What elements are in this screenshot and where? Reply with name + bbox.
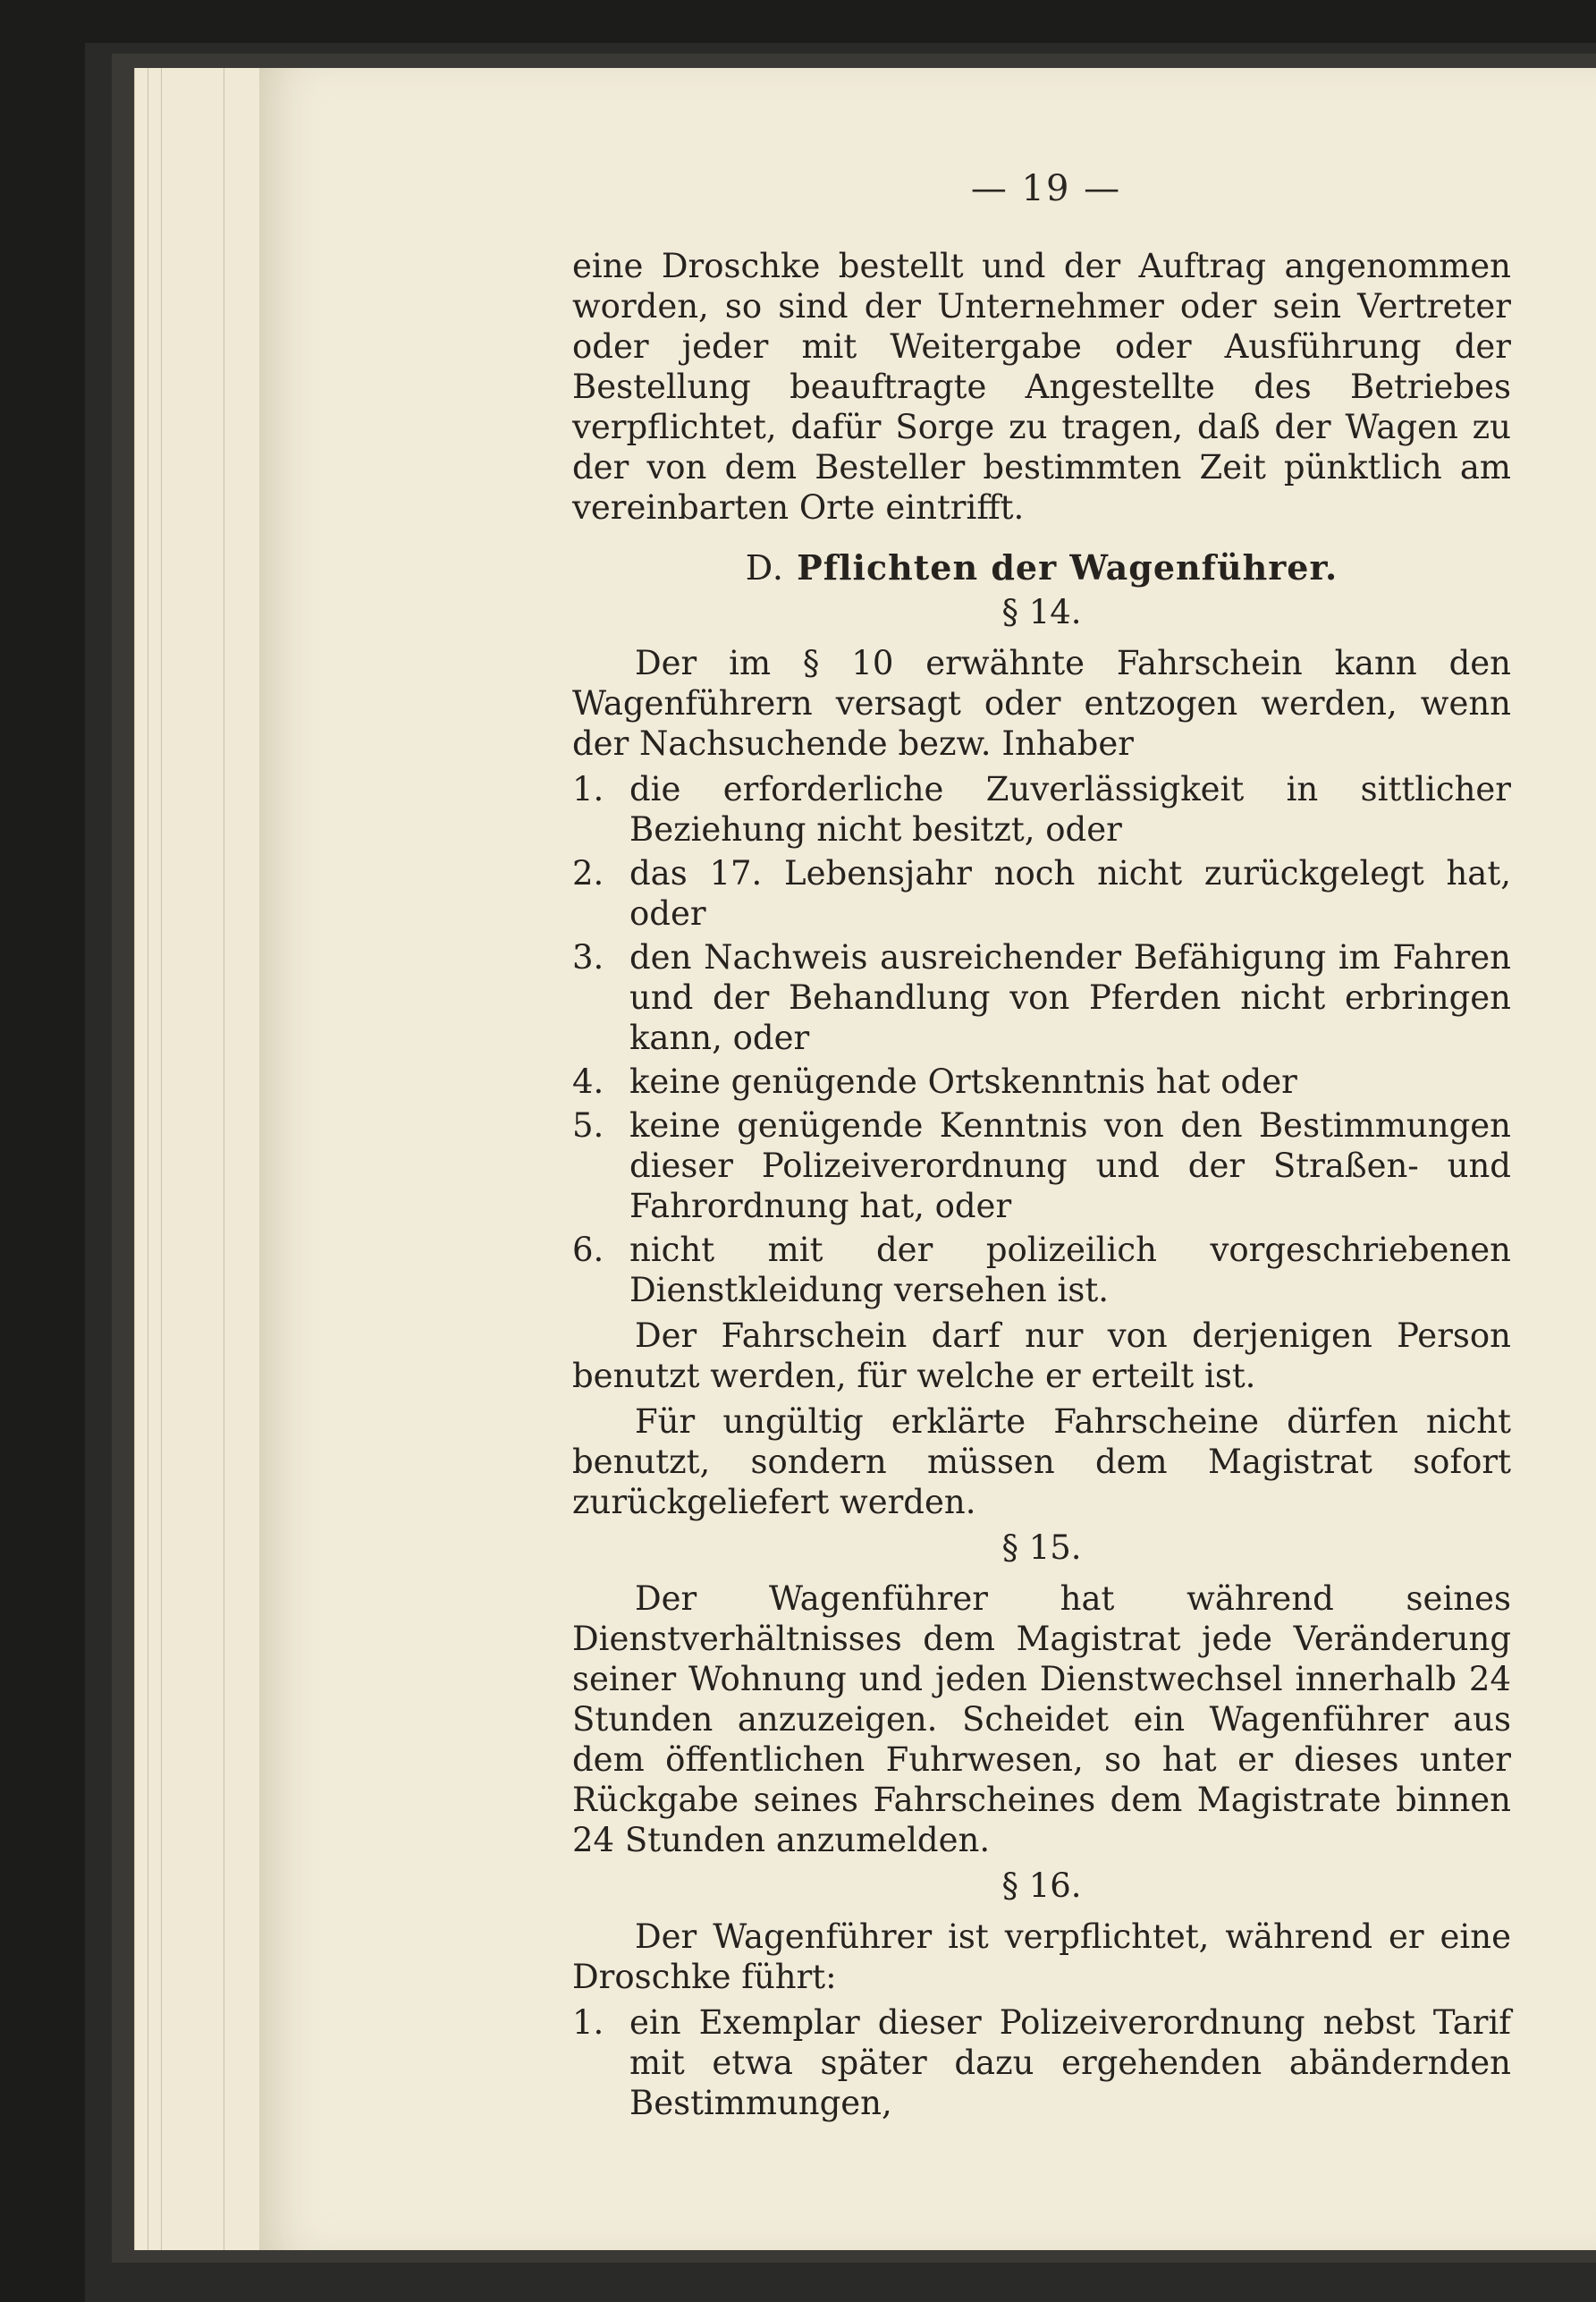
paragraph: eine Droschke bestellt und der Auftrag angenommen worden, so sind der Unternehmer oder sein Vertreter oder jeder mit Weitergabe oder Ausführung der Bestellung beauftragte Angestellte des Betriebes verpflichtet, dafür Sorge zu tragen, daß der Wagen zu der von dem Besteller bestimmten Zeit pünktlich am vereinbarten Orte eintrifft. xyxy=(572,247,1511,527)
duty-list xyxy=(572,2002,1511,2123)
list-number: 2. xyxy=(572,854,604,893)
list-text: den Nachweis ausreichender Befähigung im Fahren und der Behandlung von Pferden nicht erbringen kann, oder xyxy=(629,938,1511,1057)
list-item xyxy=(572,853,1511,934)
list-text: keine genügende Ortskenntnis hat oder xyxy=(629,1062,1297,1101)
paragraph: Der Fahrschein darf nur von derjenigen Person benutzt werden, für welche er erteilt ist. xyxy=(572,1316,1511,1395)
page-body xyxy=(572,246,1511,2129)
list-text: das 17. Lebensjahr noch nicht zurückgelegt hat, oder xyxy=(629,854,1511,933)
paragraph: Der Wagenführer hat während seines Dienstverhältnisses dem Magistrat jede Veränderung seiner Wohnung und jeden Dienstwechsel innerhalb 24 Stunden anzuzeigen. Scheidet ein Wagenführer aus dem öffentlichen Fuhrwesen, so hat er dieses unter Rückgabe seines Fahrscheines dem Magistrate binnen 24 Stunden anzumelden. xyxy=(572,1579,1511,1859)
paragraph: Für ungültig erklärte Fahrscheine dürfen nicht benutzt, sondern müssen dem Magistrat sofort zurückgeliefert werden. xyxy=(572,1402,1511,1521)
list-text: die erforderliche Zuverlässigkeit in sittlicher Beziehung nicht besitzt, oder xyxy=(629,770,1511,849)
list-number: 3. xyxy=(572,938,604,977)
section-label: § 15. xyxy=(1001,1528,1082,1567)
list-text: keine genügende Kenntnis von den Bestimmungen dieser Polizeiverordnung und der Straßen- und Fahrordnung hat, oder xyxy=(629,1106,1511,1225)
list-number: 1. xyxy=(572,2003,604,2042)
chapter-heading xyxy=(572,547,1511,588)
page-number: — 19 — xyxy=(970,168,1122,209)
list-number: 5. xyxy=(572,1106,604,1145)
paragraph: Der im § 10 erwähnte Fahrschein kann den Wagenführern versagt oder entzogen werden, wenn der Nachsuchende bezw. Inhaber xyxy=(572,644,1511,763)
section-label: § 14. xyxy=(1001,593,1082,631)
list-item xyxy=(572,2002,1511,2123)
condition-list xyxy=(572,769,1511,1310)
list-item xyxy=(572,769,1511,850)
chapter-letter: D. xyxy=(745,548,784,588)
list-text: ein Exemplar dieser Polizeiverordnung nebst Tarif mit etwa später dazu ergehenden abändernden Bestimmungen, xyxy=(629,2003,1511,2122)
list-text: nicht mit der polizeilich vorgeschriebenen Dienstkleidung versehen ist. xyxy=(629,1231,1511,1309)
list-item xyxy=(572,1062,1511,1102)
list-item xyxy=(572,1105,1511,1226)
paragraph: Der Wagenführer ist verpflichtet, während er eine Droschke führt: xyxy=(572,1917,1511,1996)
chapter-title: Pflichten der Wagenführer. xyxy=(797,547,1338,588)
list-item xyxy=(572,937,1511,1058)
section-label: § 16. xyxy=(1001,1866,1082,1905)
list-item xyxy=(572,1230,1511,1310)
list-number: 1. xyxy=(572,770,604,808)
list-number: 4. xyxy=(572,1062,604,1101)
list-number: 6. xyxy=(572,1231,604,1269)
